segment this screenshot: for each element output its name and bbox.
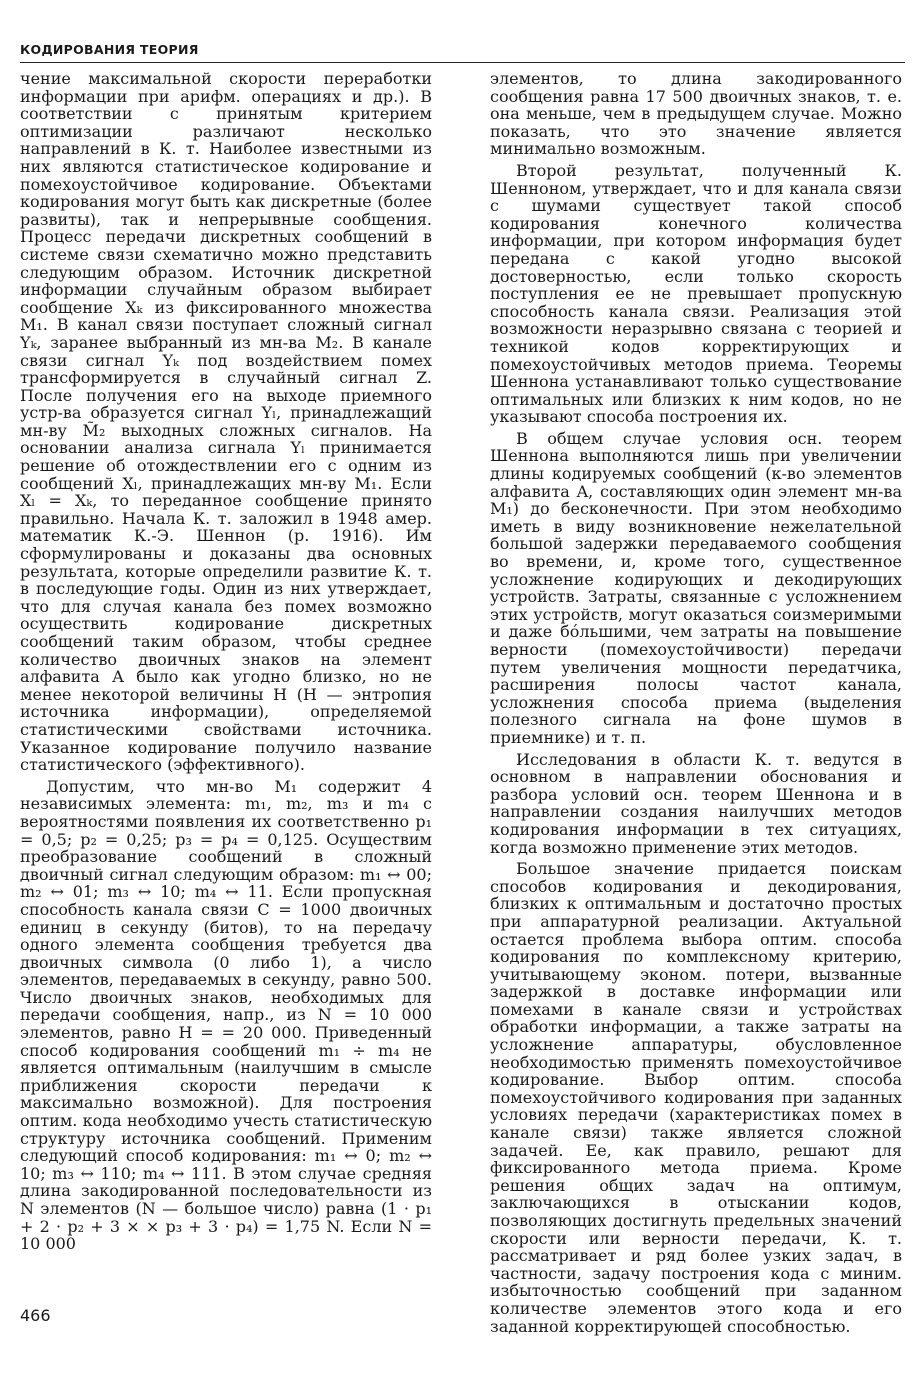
left-paragraph-1: чение максимальной скорости переработки информации при арифм. операциях и др.). В соответствии с принятым критерием оптимизации различают несколько направлений в К. т. Наиболее известными из них являются статистическое кодирование и помехоустойчивое кодирование. Объектами кодирования могут быть как дискретные (более развиты), так и непрерывные сообщения. Процесс передачи дискретных сообщений в системе связи схематично можно представить следующим образом. Источник дискретной информации случайным образом выбирает сообщение Xₖ из фиксированного множества M₁. В канал связи поступает сложный сигнал Yₖ, заранее выбранный из мн-ва M₂. В канале связи сигнал Yₖ под воздействием помех трансформируется в случайный сигнал Z. После получения его на выходе приемного устр-ва образуется сигнал Yₗ, принадлежащий мн-ву M̃₂ выходных сложных сигналов. На основании анализа сигнала Yₗ принимается решение об отождествлении его с одним из сообщений Xₗ, принадлежащих мн-ву M₁. Если Xₗ = Xₖ, то переданное сообщение принято правильно. Начала К. т. заложил в 1948 амер. математик К.-Э. Шеннон (р. 1916). Им сформулированы и доказаны два основных результата, которые определили развитие К. т. в последующие годы. Один из них утверждает, что для случая канала без помех возможно осуществить кодирование дискретных сообщений таким образом, чтобы среднее количество двоичных знаков на элемент алфавита A было как угодно близко, но не менее некоторой величины H (H — энтропия источника информации), определяемой статистическими свойствами источника. Указанное кодирование получило название статистического (эффективного). xyxy=(20,69,432,775)
left-column xyxy=(20,70,432,1257)
right-paragraph-2: Второй результат, полученный К. Шенноном, утверждает, что и для канала связи с шумами существует такой способ кодирования конечного количества информации, при котором информация будет передана с какой угодно высокой достоверностью, если только скорость поступления ее не превышает пропускную способность канала связи. Реализация этой возможности неразрывно связана с теорией и техникой кодов корректирующих и помехоустойчивых методов приема. Теоремы Шеннона устанавливают только существование оптимальных или близких к ним кодов, но не указывают способа построения их. xyxy=(490,160,902,427)
page-number: 466 xyxy=(20,1306,51,1325)
right-paragraph-1: элементов, то длина закодированного сообщения равна 17 500 двоичных знаков, т. е. она меньше, чем в предыдущем случае. Можно показать, что это значение является минимально возможным. xyxy=(490,69,902,159)
right-column xyxy=(490,70,902,1339)
header-rule xyxy=(20,62,905,63)
right-paragraph-5: Большое значение придается поискам способов кодирования и декодирования, близких к оптимальным и достаточно простых при аппаратурной реализации. Актуальной остается проблема выбора оптим. способа кодирования по комплексному критерию, учитывающему эконом. потери, вызванные задержкой в доставке информации или помехами в канале связи и устройствах обработки информации, а также затраты на усложнение аппаратуры, обусловленное необходимостью применять помехоустойчивое кодирование. Выбор оптим. способа помехоустойчивого кодирования при заданных условиях передачи (характеристиках помех в канале связи) также является сложной задачей. Ее, как правило, решают для фиксированного метода приема. Кроме решения общих задач на оптимум, заключающихся в отыскании кодов, позволяющих достигнуть предельных значений скорости или верности передачи, К. т. рассматривает и ряд более узких задач, в частности, задачу построения кода с миним. избыточностью сообщений при заданном количестве элементов этого кода и его заданной корректирующей способностью. xyxy=(490,859,902,1336)
right-paragraph-4: Исследования в области К. т. ведутся в основном в направлении обоснования и разбора условий осн. теорем Шеннона и в направлении создания наилучших методов кодирования информации в тех ситуациях, когда возможно применение этих методов. xyxy=(490,749,902,857)
left-paragraph-2: Допустим, что мн-во M₁ содержит 4 независимых элемента: m₁, m₂, m₃ и m₄ с вероятностями появления их соответственно p₁ = 0,5; p₂ = 0,25; p₃ = p₄ = 0,125. Осуществим преобразование сообщений в сложный двоичный сигнал следующим образом: m₁ ↔ 00; m₂ ↔ 01; m₃ ↔ 10; m₄ ↔ 11. Если пропускная способность канала связи C = 1000 двоичных единиц в секунду (битов), то на передачу одного элемента сообщения требуется два двоичных символа (0 либо 1), а число элементов, передаваемых в секунду, равно 500. Число двоичных знаков, необходимых для передачи сообщения, напр., из N = 10 000 элементов, равно H = = 20 000. Приведенный способ кодирования сообщений m₁ ÷ m₄ не является оптимальным (наилучшим в смысле приближения скорости передачи к максимально возможной). Для построения оптим. кода необходимо учесть статистическую структуру источника сообщений. Применим следующий способ кодирования: m₁ ↔ 0; m₂ ↔ 10; m₃ ↔ 110; m₄ ↔ 111. В этом случае средняя длина закодированной последовательности из N элементов (N — большое число) равна (1 · p₁ + 2 · p₂ + 3 × × p₃ + 3 · p₄) = 1,75 N. Если N = 10 000 xyxy=(20,776,433,1254)
right-paragraph-3: В общем случае условия осн. теорем Шеннона выполняются лишь при увеличении длины кодируемых сообщений (к-во элементов алфавита A, составляющих один элемент мн-ва M₁) до бесконечности. При этом необходимо иметь в виду возникновение нежелательной большой задержки передаваемого сообщения во времени, и, кроме того, существенное усложнение кодирующих и декодирующих устройств. Затраты, связанные с усложнением этих устройств, могут оказаться соизмеримыми и даже бо́льшими, чем затраты на повышение верности (помехоустойчивости) передачи путем увеличения мощности передатчика, расширения полосы частот канала, усложнения способа приема (выделения полезного сигнала на фоне шумов в приемнике) и т. п. xyxy=(490,428,902,747)
running-head: КОДИРОВАНИЯ ТЕОРИЯ xyxy=(20,42,199,57)
